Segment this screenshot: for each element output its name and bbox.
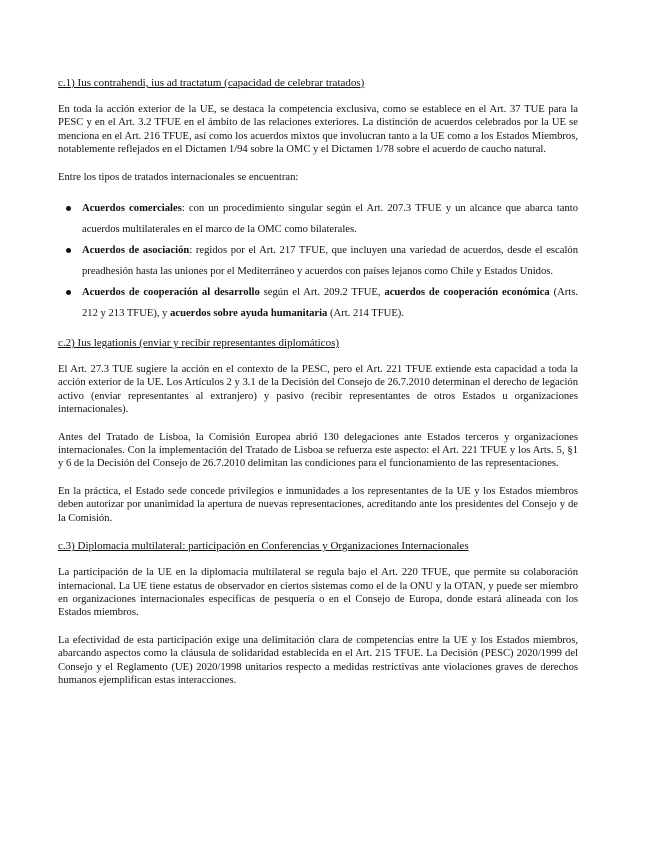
bullet-icon [66, 248, 71, 253]
list-item-bold: acuerdos de cooperación económica [384, 287, 550, 299]
section-c3-paragraph-2: La efectividad de esta participación exige una delimitación clara de competencias entre la UE y los Estados miembros, abarcando aspectos como la cláusula de solidaridad establecida en el Art. 215 TFUE. La Decisión (PESC) 2020/1999 del Consejo y el Reglamento (UE) 2020/1998 unitarios respecto a medidas restrictivas ante violaciones graves de derechos humanos ejemplifican estas interacciones. [58, 634, 578, 686]
section-c2-paragraph-1: El Art. 27.3 TUE sugiere la acción en el contexto de la PESC, pero el Art. 221 TFUE extiende esta capacidad a toda la acción exterior de la UE. Los Artículos 2 y 3.1 de la Decisión del Consejo de 26.7.2010 determinan el derecho de legación activo (enviar representantes al extranjero) y pasivo (recibir representantes de otros Estados u organizaciones internacionales). [58, 364, 578, 416]
section-c2-paragraph-2: Antes del Tratado de Lisboa, la Comisión Europea abrió 130 delegaciones ante Estados terceros y organizaciones internacionales. Con la implementación del Tratado de Lisboa se refuerza este aspecto: el Art. 221 TFUE y los Arts. 5, §1 y 6 de la Decisión del Consejo de 26.7.2010 delimitan las condiciones para el funcionamiento de las representaciones. [58, 431, 578, 470]
section-c1-paragraph-2: Entre los tipos de tratados internacionales se encuentran: [58, 171, 299, 183]
document-page [58, 76, 578, 701]
bullet-icon [66, 206, 71, 211]
list-item [58, 282, 578, 324]
list-item-bold: acuerdos sobre ayuda humanitaria [170, 308, 328, 320]
list-item-text: según el Art. 209.2 TFUE, [259, 287, 385, 299]
list-item-text: (Arts. 212 y 213 TFUE), y [82, 287, 578, 320]
section-c2-paragraph-3: En la práctica, el Estado sede concede privilegios e inmunidades a los representantes de la UE y los Estados miembros deben autorizar por unanimidad la apertura de nuevas representaciones, acreditando ante los presidentes del Consejo y de la Comisión. [58, 485, 578, 524]
list-item-text: (Art. 214 TFUE). [327, 308, 404, 320]
section-c1-paragraph-1: En toda la acción exterior de la UE, se destaca la competencia exclusiva, como se establece en el Art. 37 TUE para la PESC y en el Art. 3.2 TFUE en el ámbito de las relaciones exteriores. La distinción de acuerdos celebrados por la UE se menciona en el Art. 216 TFUE, así como los acuerdos mixtos que involucran tanto a la UE como a los Estados Miembros, notablemente reflejados en el Dictamen 1/94 sobre la OMC y el Dictamen 1/78 sobre el acuerdo de caucho natural. [58, 104, 578, 156]
section-c1-heading: c.1) Ius contrahendi, ius ad tractatum (capacidad de celebrar tratados) [58, 77, 365, 89]
list-item-bold: Acuerdos comerciales [82, 203, 182, 215]
list-item [58, 240, 578, 282]
list-item-text: : regidos por el Art. 217 TFUE, que incluyen una variedad de acuerdos, desde el escalón preadhesión hasta las uniones por el Mediterráneo y acuerdos con países lejanos como Chile y Estados Unidos. [82, 245, 578, 278]
bullet-icon [66, 290, 71, 295]
list-item-bold: Acuerdos de cooperación al desarrollo [82, 287, 260, 299]
treaty-types-list [58, 198, 578, 324]
list-item [58, 198, 578, 240]
section-c2-heading: c.2) Ius legationis (enviar y recibir representantes diplomáticos) [58, 337, 340, 350]
list-item-text: : con un procedimiento singular según el Art. 207.3 TFUE y un alcance que abarca tanto acuerdos multilaterales en el marco de la OMC como bilaterales. [82, 203, 578, 236]
section-c3-paragraph-1: La participación de la UE en la diplomacia multilateral se regula bajo el Art. 220 TFUE, que permite su colaboración internacional. La UE tiene estatus de observador en ciertos sistemas como el de la ONU y la OTAN, y puede ser miembro en organizaciones internacionales específicas de pesquería o en el Consejo de Europa, donde estará alineada con los Estados miembros. [58, 567, 578, 619]
list-item-bold: Acuerdos de asociación [82, 245, 190, 257]
section-c3-heading: c.3) Diplomacia multilateral: participación en Conferencias y Organizaciones Internacionales [58, 540, 469, 553]
